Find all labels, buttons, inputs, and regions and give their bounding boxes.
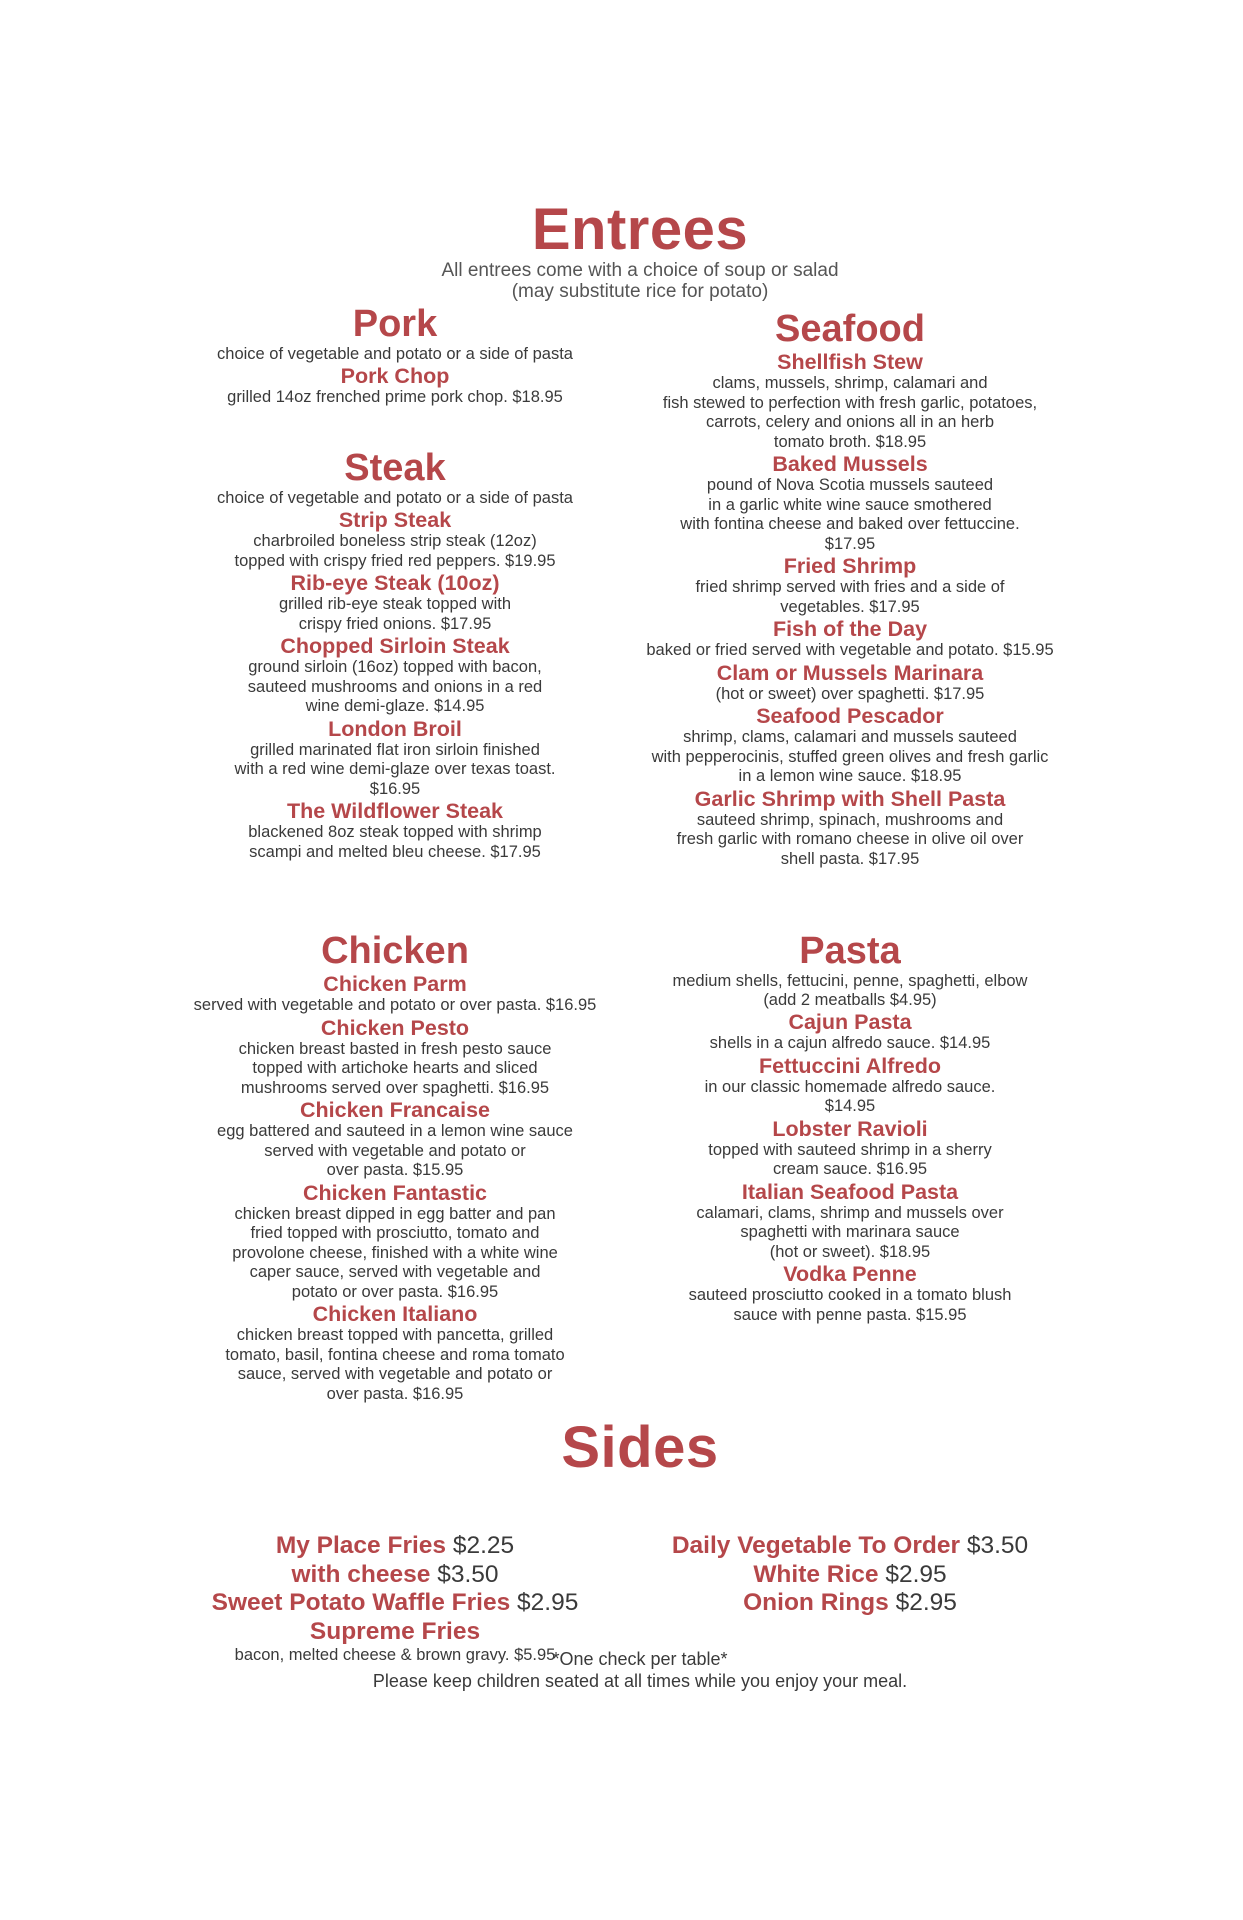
item-name: Chicken Italiano [312,1302,478,1326]
item-desc: shells in a cajun alfredo sauce. $14.95 [709,1034,991,1052]
menu-item [150,717,640,800]
item-desc: grilled 14oz frenched prime pork chop. $18.95 [227,388,563,406]
side-desc: bacon, melted cheese & brown gravy. $5.95 [234,1646,556,1664]
item-name: Shellfish Stew [777,350,923,374]
menu-item [605,704,1095,787]
side-name: with cheese [291,1560,431,1588]
item-name: Fried Shrimp [783,554,917,578]
item-name: London Broil [328,716,462,741]
item-name: Pork Chop [340,364,450,388]
item-desc: grilled rib-eye steak topped with crispy fried onions. $17.95 [278,595,512,633]
item-desc: pound of Nova Scotia mussels sauteed in a garlic white wine sauce smothered with fontina cheese and baked over fettuccine. $17.95 [680,476,1020,553]
menu-item [150,508,640,571]
side-price: $2.95 [895,1589,957,1616]
menu-item [605,787,1095,870]
menu-item [605,1117,1095,1180]
menu-item [605,1010,1095,1054]
item-name: Lobster Ravioli [772,1116,928,1141]
chicken-section [145,930,645,1404]
menu-item [605,1054,1095,1117]
item-name: Seafood Pescador [756,704,944,728]
menu-item [150,634,640,717]
item-name: Vodka Penne [783,1262,917,1286]
item-name: Chicken Pesto [320,1015,470,1040]
item-desc: chicken breast topped with pancetta, grilled tomato, basil, fontina cheese and roma tomato sauce, served with vegetable and potato or over pasta. $16.95 [225,1326,565,1403]
section-title-chicken: Chicken [321,930,469,972]
item-desc: chicken breast basted in fresh pesto sauce topped with artichoke hearts and sliced mushrooms served over spaghetti. $16.95 [238,1039,552,1097]
menu-item [145,1016,645,1099]
item-name: Italian Seafood Pasta [741,1179,959,1204]
side-price: $3.50 [437,1560,499,1588]
menu-item [605,350,1095,452]
menu-item [145,1098,645,1181]
section-title-pasta: Pasta [799,930,901,972]
item-name: Strip Steak [338,508,452,532]
section-desc-pork: choice of vegetable and potato or a side of pasta [217,345,573,363]
menu-item [605,617,1095,661]
steak-section [150,447,640,862]
item-name: Chopped Sirloin Steak [280,634,510,658]
menu-item [605,554,1095,617]
menu-item [605,1262,1095,1325]
item-name: Rib-eye Steak (10oz) [290,571,500,595]
item-name: Chicken Parm [323,972,467,996]
item-desc: chicken breast dipped in egg batter and pan fried topped with prosciutto, tomato and provolone cheese, finished with a white wine caper sauce, served with vegetable and potato or over pasta. $16.95 [232,1204,558,1301]
item-desc: baked or fried served with vegetable and potato. $15.95 [646,641,1054,659]
menu-item [145,972,645,1016]
item-desc: (hot or sweet) over spaghetti. $17.95 [715,684,985,703]
item-desc: calamari, clams, shrimp and mussels over spaghetti with marinara sauce (hot or sweet). $18.95 [696,1203,1004,1261]
item-desc: clams, mussels, shrimp, calamari and fish stewed to perfection with fresh garlic, potatoes, carrots, celery and onions all in an herb tomato broth. $18.95 [662,374,1038,451]
side-item [605,1561,1095,1590]
item-desc: topped with sauteed shrimp in a sherry cream sauce. $16.95 [708,1140,992,1178]
item-desc: egg battered and sauteed in a lemon wine sauce served with vegetable and potato or over pasta. $15.95 [217,1122,573,1179]
pork-section [150,303,640,408]
menu-item [605,661,1095,705]
side-name: Sweet Potato Waffle Fries [211,1589,511,1616]
sides-header [0,1415,1243,1480]
item-desc: fried shrimp served with fries and a side of vegetables. $17.95 [695,578,1005,616]
item-name: Garlic Shrimp with Shell Pasta [694,786,1006,811]
item-name: Chicken Fantastic [303,1180,487,1205]
item-name: Fish of the Day [772,617,928,641]
side-name: My Place Fries [275,1532,447,1559]
item-name: Baked Mussels [772,452,928,476]
section-title-pork: Pork [352,303,438,345]
section-desc-pasta-1: medium shells, fettucini, penne, spaghetti, elbow [672,972,1028,990]
item-desc: grilled marinated flat iron sirloin finished with a red wine demi-glaze over texas toast. $16.95 [234,740,556,798]
item-desc: served with vegetable and potato or over pasta. $16.95 [193,996,597,1014]
entrees-subtitle-2: (may substitute rice for potato) [511,281,769,302]
menu-item [605,1180,1095,1263]
entrees-header [0,197,1243,302]
side-item [150,1532,640,1561]
side-price: $2.95 [885,1560,947,1588]
side-item [150,1561,640,1590]
side-item [605,1589,1095,1618]
sides-right-list [605,1532,1095,1618]
side-name: Supreme Fries [309,1617,481,1645]
side-name: White Rice [753,1560,879,1588]
footer-note-2: Please keep children seated at all times while you enjoy your meal. [372,1671,908,1691]
section-title-sides: Sides [561,1415,719,1480]
menu-item [150,364,640,408]
item-desc: ground sirloin (16oz) topped with bacon, sauteed mushrooms and onions in a red wine demi-glaze. $14.95 [247,658,543,715]
item-desc: charbroiled boneless strip steak (12oz) topped with crispy fried red peppers. $19.95 [234,532,556,570]
side-price: $3.50 [966,1532,1029,1559]
section-desc-pasta-2: (add 2 meatballs $4.95) [763,991,937,1009]
footer-note-1: *One check per table* [552,1649,728,1669]
section-title-steak: Steak [344,447,446,489]
item-desc: blackened 8oz steak topped with shrimp scampi and melted bleu cheese. $17.95 [248,823,542,861]
sides-left-list [150,1532,640,1666]
side-item [150,1589,640,1618]
pasta-section [605,930,1095,1325]
item-desc: in our classic homemade alfredo sauce. $14.95 [704,1077,996,1115]
item-name: Cajun Pasta [788,1010,912,1034]
item-desc: sauteed prosciutto cooked in a tomato blush sauce with penne pasta. $15.95 [688,1286,1012,1324]
menu-item [605,452,1095,554]
item-desc: shrimp, clams, calamari and mussels sauteed with pepperocinis, stuffed green olives and fresh garlic in a lemon wine sauce. $18.95 [651,728,1049,785]
side-item [150,1618,640,1647]
item-name: The Wildflower Steak [286,799,504,823]
side-name: Daily Vegetable To Order [671,1532,961,1559]
menu-item [145,1181,645,1303]
footer-notes [0,1648,1243,1692]
side-name: Onion Rings [743,1589,889,1616]
entrees-subtitle-1: All entrees come with a choice of soup or salad [441,260,839,281]
item-name: Clam or Mussels Marinara [716,660,984,685]
side-price: $2.95 [517,1589,579,1616]
side-price: $2.25 [452,1532,515,1559]
menu-item [150,571,640,634]
item-name: Fettuccini Alfredo [759,1053,941,1078]
side-item [605,1532,1095,1561]
item-desc: sauteed shrimp, spinach, mushrooms and fresh garlic with romano cheese in olive oil over shell pasta. $17.95 [676,810,1024,868]
section-desc-steak: choice of vegetable and potato or a side of pasta [217,489,573,507]
menu-item [145,1302,645,1404]
page-title: Entrees [531,197,749,262]
seafood-section [605,308,1095,869]
item-name: Chicken Francaise [299,1098,490,1122]
menu-item [150,799,640,862]
section-title-seafood: Seafood [775,308,925,350]
